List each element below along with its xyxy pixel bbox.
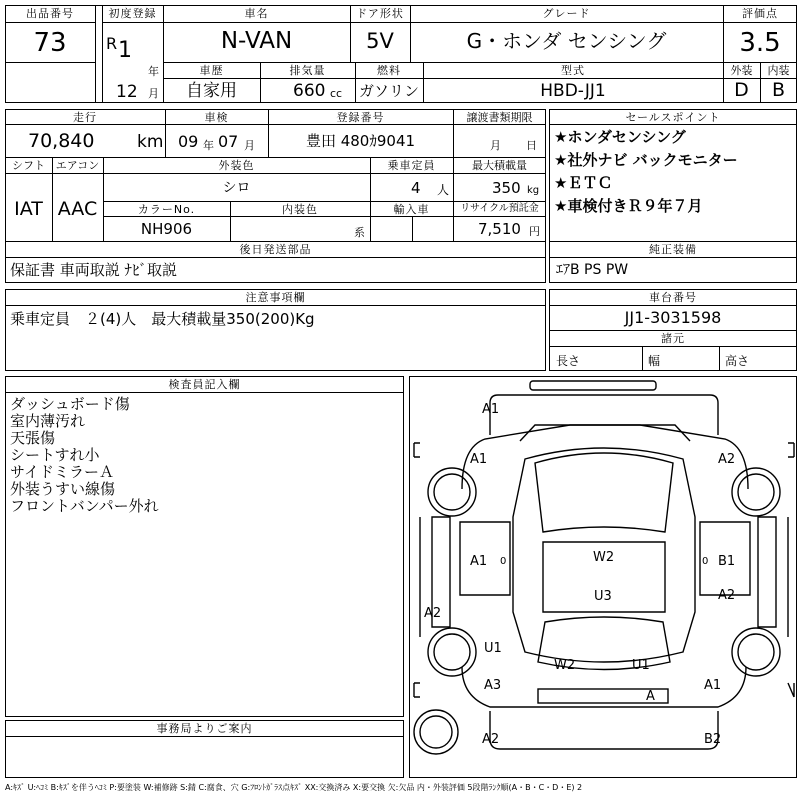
type-label: 型式: [561, 64, 585, 77]
mark-windshield: W2: [593, 550, 615, 565]
inspect-year-unit: 年: [203, 139, 214, 152]
disp-value: 660: [293, 81, 326, 101]
equipment-label: 純正装備: [649, 243, 697, 256]
equipment-value: ｴｱB PS PW: [556, 262, 629, 278]
plate-value: 豊田 480ｶ9041: [305, 132, 416, 150]
reg-month-unit: 月: [148, 87, 159, 100]
ac-label: エアコン: [55, 159, 100, 172]
inspect-month: 07: [218, 132, 239, 151]
inspect-year: 09: [178, 132, 199, 151]
lot-label: 出品番号: [26, 7, 74, 20]
score-label: 評価点: [742, 7, 778, 20]
import-label: 輸入車: [393, 203, 430, 216]
mark-rear-left: U1: [484, 641, 502, 656]
inspector-item: シートすれ小: [10, 446, 100, 464]
notes-value: 乗車定員 ２(4)人 最大積載量350(200)Kg: [10, 310, 315, 328]
history-label: 車歴: [199, 64, 224, 77]
shift-label: シフト: [12, 159, 45, 172]
chassis-label: 車台番号: [649, 291, 697, 304]
reg-month: 12: [116, 82, 138, 102]
inspector-item: ダッシュボード傷: [10, 395, 130, 413]
disp-label: 排気量: [289, 64, 326, 77]
inspector-item: サイドミラーＡ: [10, 463, 114, 481]
mark-fender-right-small: 0: [702, 556, 709, 567]
legend: A:ｷｽﾞ U:ﾍｺﾐ B:ｷｽﾞを伴うﾍｺﾐ P:要塗装 W:補修跡 S:錆 C:腐食、穴 G:ﾌﾛﾝﾄｶﾞﾗｽ点ｷｽﾞ XX:交換済み X:要交換 欠:欠品 内・外装評価 5段階ﾗﾝｸ順(A・B・C・D・E) 2: [5, 783, 583, 792]
cap-unit: 人: [437, 183, 450, 197]
dims-label: 諸元: [661, 332, 685, 345]
cap-value: 4: [411, 179, 421, 197]
reg-era: R: [106, 34, 118, 53]
mark-front-top: A1: [482, 402, 500, 417]
code-label: カラーNo.: [137, 203, 196, 216]
transfer-day: 日: [526, 139, 537, 152]
mileage-value: 70,840: [28, 130, 95, 152]
mark-quarter-left: A3: [484, 678, 502, 693]
int-color-unit: 系: [354, 226, 365, 239]
office-label: 事務局よりご案内: [156, 722, 253, 735]
car-diagram: [409, 376, 797, 778]
model-label: 車名: [244, 7, 269, 20]
plate-label: 登録番号: [336, 111, 385, 124]
inspector-list: [10, 396, 159, 515]
history-value: 自家用: [186, 81, 237, 101]
grade-label: グレード: [542, 7, 591, 20]
code-value: NH906: [140, 220, 193, 238]
selling-point-3: ★ＥＴＣ: [554, 174, 613, 192]
mileage-label: 走行: [73, 111, 97, 124]
inspector-item: 室内薄汚れ: [10, 412, 86, 430]
color-label: 外装色: [218, 159, 255, 172]
model-name: N-VAN: [220, 28, 293, 54]
int-value: B: [771, 79, 786, 101]
ext-label: 外装: [730, 64, 753, 77]
score-value: 3.5: [739, 28, 781, 58]
selling-points-label: セールスポイント: [625, 111, 721, 124]
mark-fender-left-small: 0: [500, 556, 507, 567]
color-value: シロ: [222, 180, 251, 196]
mark-fender-right: B1: [718, 554, 736, 569]
type-value: HBD-JJ1: [540, 81, 606, 101]
door-value: 5V: [366, 29, 394, 53]
mark-rear-bumper-left: A2: [482, 732, 500, 747]
inspector-item: 天張傷: [10, 429, 56, 447]
disp-unit: cc: [330, 87, 343, 100]
mark-quarter-right: A1: [704, 678, 722, 693]
recycle-label: リサイクル預託金: [460, 203, 539, 214]
inspector-item: フロントバンパー外れ: [10, 497, 159, 515]
transfer-month: 月: [490, 139, 501, 152]
ac-value: AAC: [57, 198, 98, 220]
int-color-label: 内装色: [282, 203, 318, 216]
cap-label: 乗車定員: [387, 159, 436, 172]
mark-hood-left: A1: [470, 452, 488, 467]
mark-door-right: A2: [718, 588, 736, 603]
reg-year: 1: [118, 38, 132, 63]
selling-point-2: ★社外ナビ バックモニター: [554, 151, 738, 169]
recycle-unit: 円: [529, 225, 540, 238]
inspect-month-unit: 月: [244, 139, 255, 152]
spec-frame: [5, 109, 546, 242]
selling-point-4: ★車検付きＲ９年７月: [554, 197, 703, 215]
grade-value: G・ホンダ センシング: [466, 29, 667, 53]
selling-point-1: ★ホンダセンシング: [554, 128, 686, 146]
reg-label: 初度登録: [108, 7, 157, 20]
mark-fender-left: A1: [470, 554, 488, 569]
notes-label: 注意事項欄: [245, 291, 306, 304]
mileage-unit: km: [137, 132, 164, 152]
mark-hood-right: A2: [718, 452, 736, 467]
later-parts-value: 保証書 車両取説 ﾅﾋﾞ取説: [10, 261, 178, 279]
dims-width: 幅: [648, 354, 661, 368]
shift-value: IAT: [14, 198, 43, 220]
reg-year-unit: 年: [148, 65, 159, 78]
mark-rear-bumper-right: B2: [704, 732, 722, 747]
later-parts-label: 後日発送部品: [239, 243, 312, 256]
car-outline: [410, 377, 798, 779]
inspect-label: 車検: [204, 111, 229, 124]
chassis-value: JJ1-3031598: [624, 308, 722, 327]
inspector-label: 検査員記入欄: [168, 378, 241, 391]
fuel-value: ガソリン: [358, 82, 419, 100]
mark-rear-center: U1: [632, 658, 650, 673]
mark-rear-window: W2: [554, 658, 576, 673]
transfer-label: 譲渡書類期限: [466, 111, 533, 124]
dims-length: 長さ: [556, 354, 581, 368]
ext-value: D: [734, 79, 749, 101]
fuel-label: 燃料: [377, 64, 401, 77]
mark-door-left: A2: [424, 606, 442, 621]
mark-bumper: A: [646, 689, 655, 704]
door-label: ドア形状: [356, 7, 404, 20]
int-label: 内装: [767, 64, 790, 77]
mark-roof: U3: [594, 589, 612, 604]
dims-height: 高さ: [725, 354, 750, 368]
load-unit: kg: [527, 185, 540, 196]
load-label: 最大積載量: [472, 159, 527, 172]
inspector-item: 外装うすい線傷: [10, 480, 116, 498]
recycle-value: 7,510: [478, 220, 521, 238]
lot-number: 73: [33, 28, 67, 58]
load-value: 350: [492, 179, 521, 197]
